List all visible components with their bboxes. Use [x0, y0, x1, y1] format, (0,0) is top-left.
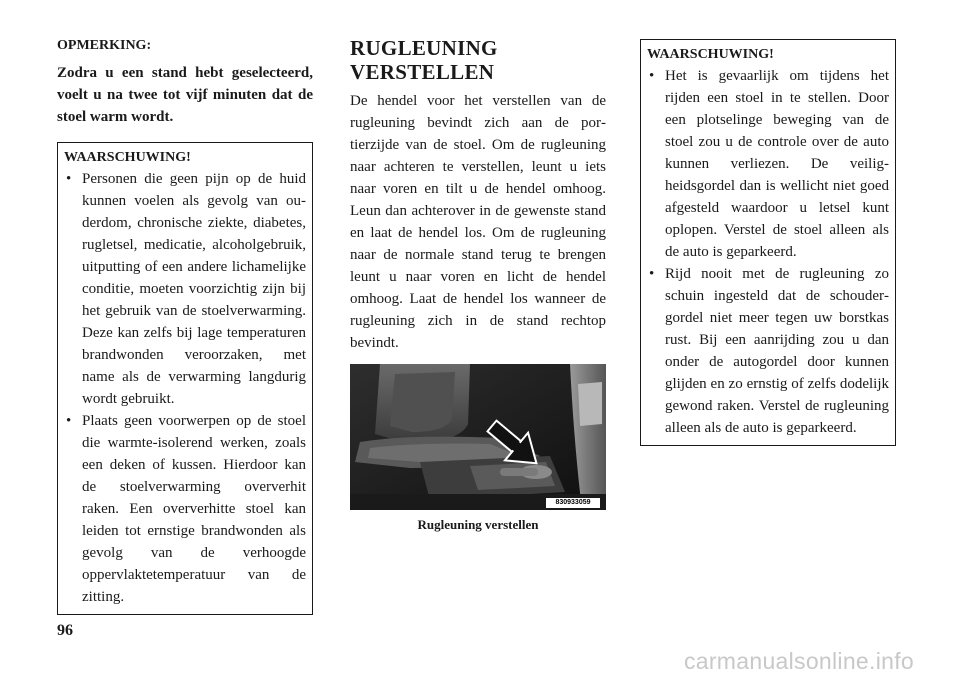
image-caption: Rugleuning verstellen — [417, 517, 539, 532]
watermark: carmanualsonline.info — [683, 648, 914, 674]
section-title-line2: VERSTELLEN — [350, 60, 495, 84]
section-body: De hendel voor het verstellen van de rugleuning bevindt zich aan de portierzijde van de stoel. Om de rugleuning naar achteren te verstellen, leunt u iets naar voren en tilt u de hendel omhoog. Leun dan achterover in de gewenste stand en laat de hendel los. Om de rugleuning naar de normale stand terug te brengen leunt u naar voren en licht de hendel omhoog. Laat de hendel los wanneer de rugleuning zich in de stand rechtop bevindt. — [350, 93, 606, 351]
section-title-line1: RUGLEUNING — [350, 36, 498, 60]
right-column — [640, 39, 896, 446]
seat-recline-photo — [350, 364, 606, 510]
section-title — [350, 36, 606, 84]
warning-item: • Rijd nooit met de rugleuning zo schuin ingesteld dat de schoudergordel niet meer tegen uw borstkas rust. Bij een aanrijding zou u dan onder de autogordel door kunnen glijden en zo ernstig of zelfs dodelijk gewond raken. Verstel de rugleuning alleen als de auto is geparkeerd. — [647, 263, 889, 439]
warning-list — [647, 65, 889, 439]
page-number: 96 — [57, 622, 73, 639]
warning-item: • Personen die geen pijn op de huid kunnen voelen als gevolg van ouderdom, chronische ziekte, diabetes, rugletsel, medicatie, alcoholgebruik, uitputting of een andere lichamelijke conditie, moeten voorzichtig zijn bij het gebruik van de stoelverwarming. Deze kan zelfs bij lage temperaturen brandwonden veroorzaken, met name als de verwarming langdurig wordt gebruikt. — [64, 168, 306, 410]
image-code-label: 830933059 — [555, 499, 591, 506]
warning-list — [64, 168, 306, 608]
warning-box-right — [640, 39, 896, 446]
middle-column — [350, 36, 606, 533]
warning-title: WAARSCHUWING! — [64, 150, 191, 165]
warning-item: • Het is gevaarlijk om tijdens het rijden een stoel in te stellen. Door een plotselinge beweging van de stoel zou u de controle over de auto kunnen verliezen. De veiligheidsgordel dan is wellicht niet goed afgesteld waardoor u letsel kunt oplopen. Verstel de stoel alleen als de auto is geparkeerd. — [647, 65, 889, 263]
warning-title: WAARSCHUWING! — [647, 47, 774, 62]
note-text: Zodra u een stand hebt geselecteerd, voelt u na twee tot vijf minuten dat de stoel warm wordt. — [57, 65, 313, 125]
note-heading: OPMERKING: — [57, 38, 152, 53]
seat-photo-illustration — [350, 364, 606, 510]
left-column — [57, 36, 313, 615]
warning-box-left — [57, 142, 313, 615]
warning-item: • Plaats geen voorwerpen op de stoel die warmte-isolerend werken, zoals een deken of kussen. Hierdoor kan de stoelverwarming oververhit raken. Een oververhitte stoel kan leiden tot ernstige brandwonden als gevolg van de verhoogde oppervlaktetemperatuur van de zitting. — [64, 410, 306, 608]
